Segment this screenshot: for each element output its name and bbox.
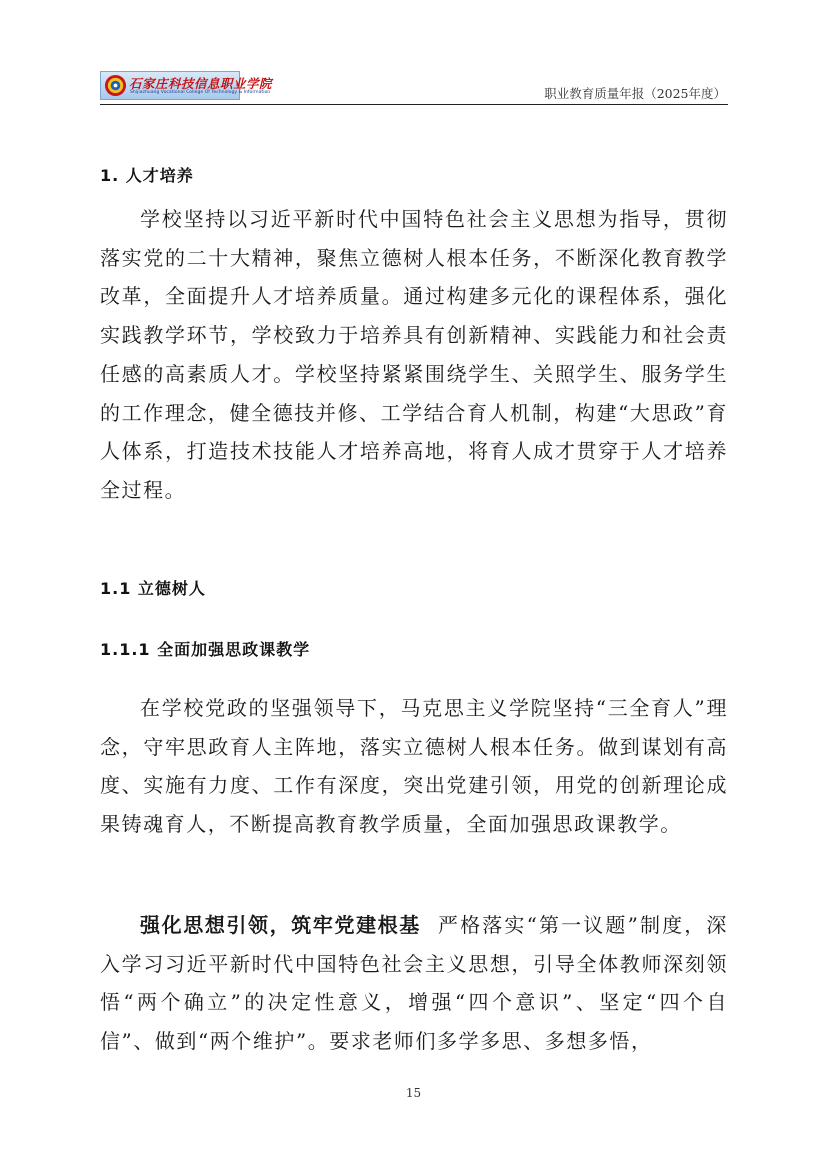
lead-bold-phrase: 强化思想引领，筑牢党建根基 bbox=[140, 913, 421, 937]
section-heading-1-1: 1.1 立德树人 bbox=[100, 579, 206, 598]
report-title: 职业教育质量年报（2025年度） bbox=[544, 86, 726, 101]
section-heading-1: 1. 人才培养 bbox=[100, 166, 194, 185]
page-number: 15 bbox=[405, 1086, 422, 1100]
section-1-paragraph: 学校坚持以习近平新时代中国特色社会主义思想为指导，贯彻落实党的二十大精神，聚焦立德树人根本任务，不断深化教育教学改革，全面提升人才培养质量。通过构建多元化的课程体系，强化实践教学环节，学校致力于培养具有创新精神、实践能力和社会责任感的高素质人才。学校坚持紧紧围绕学生、关照学生、服务学生的工作理念，健全德技并修、工学结合育人机制，构建“大思政”育人体系，打造技术技能人才培养高地，将育人成才贯穿于人才培养全过程。 bbox=[100, 207, 728, 502]
section-1-1-1-lead-paragraph bbox=[100, 906, 728, 1061]
school-name-zh: 石家庄科技信息职业学院 bbox=[129, 76, 273, 91]
lead-text: 严格落实“第一议题”制度，深入学习习近平新时代中国特色社会主义思想，引导全体教师深刻领悟“两个确立”的决定性意义，增强“四个意识”、坚定“四个自信”、做到“两个维护”。要求老师们多学多思、多想多悟， bbox=[100, 913, 728, 1054]
section-1-1-1-paragraph: 在学校党政的坚强领导下，马克思主义学院坚持“三全育人”理念，守牢思政育人主阵地，落实立德树人根本任务。做到谋划有高度、实施有力度、工作有深度，突出党建引领，用党的创新理论成果铸魂育人，不断提高教育教学质量，全面加强思政课教学。 bbox=[100, 696, 728, 837]
school-seal-icon bbox=[104, 74, 127, 97]
section-heading-1-1-1: 1.1.1 全面加强思政课教学 bbox=[100, 640, 311, 659]
page-header bbox=[100, 70, 728, 105]
school-logo bbox=[100, 71, 273, 100]
school-name-en: Shijiazhuang Vocational College Of Technology & Information bbox=[130, 90, 271, 95]
